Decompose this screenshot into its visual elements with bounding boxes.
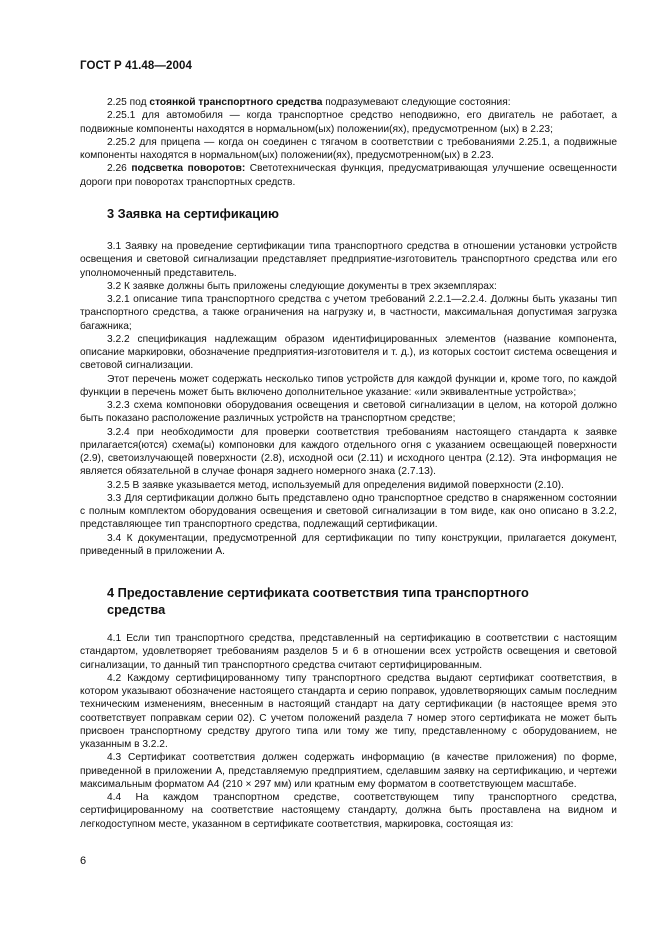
paragraph-3-2-2-note: Этот перечень может содержать несколько типов устройств для каждой функции и, кроме того, по каждой функции в перечень может быть включено дополнительное указание: «или эквивалентные устройства»; xyxy=(80,373,617,398)
section-3-heading: 3 Заявка на сертификацию xyxy=(107,206,279,221)
section-4-body xyxy=(80,632,617,831)
paragraph-3-2-5: 3.2.5 В заявке указывается метод, используемый для определения видимой поверхности (2.10). xyxy=(107,479,564,491)
term-cornering-light: подсветка поворотов: xyxy=(131,163,246,175)
paragraph-4-4: 4.4 На каждом транспортном средстве, соответствующем типу транспортного средства, сертифицированному на соответствие настоящему стандарту, должна быть проставлена на видном и легкодоступном месте, указанном в сертификате соответствия, маркировка, состоящая из: xyxy=(80,792,617,830)
page-number: 6 xyxy=(80,855,87,867)
paragraph-2-26: 2.26 подсветка поворотов: Светотехническая функция, предусматривающая улучшение освещенности дороги при поворотах транспортных средств. xyxy=(80,163,617,188)
section-4-heading-line-2: средства xyxy=(107,601,166,617)
paragraph-3-3: 3.3 Для сертификации должно быть представлено одно транспортное средство в снаряженном состоянии с полным комплектом оборудования освещения и световой сигнализации в том виде, как оно описано в 3.2.2, представляющее тип транспортного средства, подлежащий сертификации. xyxy=(80,492,617,531)
paragraph-3-1: 3.1 Заявку на проведение сертификации типа транспортного средства в отношении установки устройств освещения и световой сигнализации представляет предприятие-изготовитель транспортного средства или его уполномоченный представитель. xyxy=(80,241,617,279)
section-4-heading xyxy=(107,585,607,618)
paragraph-3-2-3: 3.2.3 схема компоновки оборудования освещения и световой сигнализации в целом, на которой должно быть показано расположение различных устройств на транспортном средстве; xyxy=(80,400,617,425)
paragraph-4-2: 4.2 Каждому сертифицированному типу транспортного средства выдают сертификат соответствия, в котором указывают обозначение настоящего стандарта и серию поправок, удовлетворяющих самым последним техническим изменениям, внесенным в настоящий стандарт на дату сертификации (в настоящее время это соответствует поправкам серии 02). С учетом положений раздела 7 номер этого сертификата не может быть присвоен транспортному средству другого типа или тому же типу, представленному с оборудованием, не указанным в 3.2.2. xyxy=(80,672,617,750)
paragraph-3-2: 3.2 К заявке должны быть приложены следующие документы в трех экземплярах: xyxy=(107,280,497,292)
paragraph-3-2-2: 3.2.2 спецификация надлежащим образом идентифицированных элементов (название компонента, описание маркировки, обозначение предприятия-изготовителя и т. д.), из которых состоит система освещения и световой сигнализации. xyxy=(80,333,617,372)
paragraph-4-1: 4.1 Если тип транспортного средства, представленный на сертификацию в соответствии с настоящим стандартом, удовлетворяет требованиям разделов 5 и 6 в отношении всех устройств освещения и световой сигнализации, то данный тип транспортного средства считают сертифицированным. xyxy=(80,633,617,671)
page-header: ГОСТ Р 41.48—2004 xyxy=(80,60,192,72)
section-4-heading-line-1: 4 Предоставление сертификата соответствия типа транспортного xyxy=(107,585,529,600)
paragraph-2-25-2: 2.25.2 для прицепа — когда он соединен с тягачом в соответствии с требованиями 2.25.1, а подвижные компоненты находятся в нормальном(ых) положении(ях), предусмотренном(ых) в 2.23. xyxy=(80,136,617,161)
section-2-continuation xyxy=(80,96,617,189)
paragraph-3-2-1: 3.2.1 описание типа транспортного средства с учетом требований 2.2.1—2.2.4. Должны быть указаны тип транспортного средства, а также ограничения на нагрузку и, в частности, максимальная допустимая загрузка багажника; xyxy=(80,294,617,332)
paragraph-3-2-4: 3.2.4 при необходимости для проверки соответствия требованиям настоящего стандарта к заявке прилагается(ются) схема(ы) компоновки для каждого отдельного огня с указанием освещающей поверхности (2.9), светоизлучающей поверхности (2.8), исходной оси (2.11) и исходного центра (2.12). Эта информация не является обязательной в случае фонаря заднего номерного знака (2.7.13). xyxy=(80,426,617,478)
paragraph-2-25-1: 2.25.1 для автомобиля — когда транспортное средство неподвижно, его двигатель не работает, а подвижные компоненты находятся в нормальном(ых) положении(ях), предусмотренном (ых) в 2.23; xyxy=(80,110,617,135)
paragraph-3-4: 3.4 К документации, предусмотренной для сертификации по типу конструкции, прилагается документ, приведенный в приложении А. xyxy=(80,532,617,557)
paragraph-2-25: 2.25 под стоянкой транспортного средства подразумевают следующие состояния: xyxy=(107,97,511,108)
section-3-body xyxy=(80,240,617,558)
paragraph-4-3: 4.3 Сертификат соответствия должен содержать информацию (в качестве приложения) по форме, приведенной в приложении А, представляемую предприятием, сделавшим заявку на сертификацию, и чертежи максимальным форматом А4 (210 × 297 мм) или кратным ему форматом в соответствующем масштабе. xyxy=(80,752,617,790)
term-parking: стоянкой транспортного средства xyxy=(149,97,323,108)
